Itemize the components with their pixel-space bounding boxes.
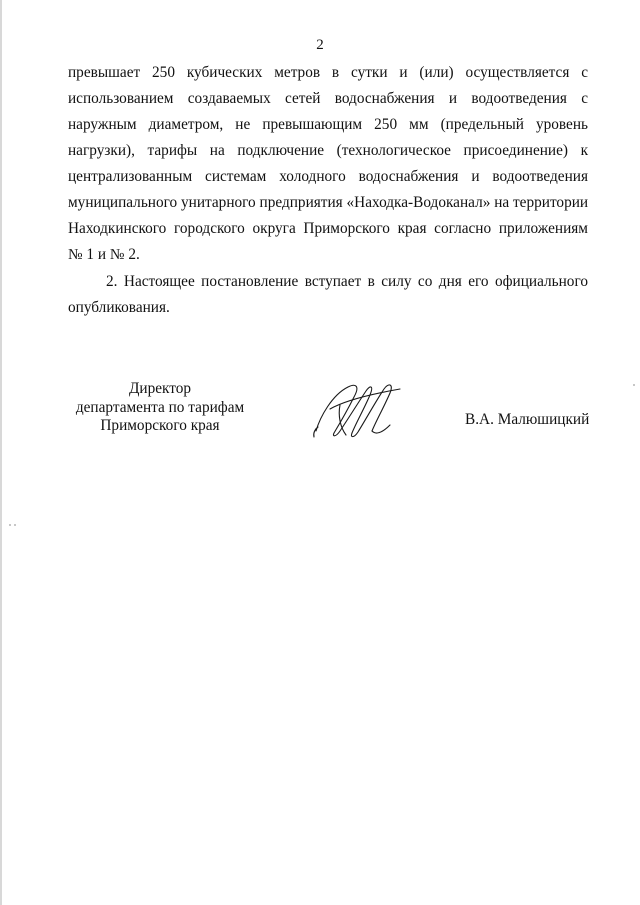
body-line: превышает 250 кубических метров в сутки и (или) осуществляется с <box>68 64 588 81</box>
body-line: муниципального унитарного предприятия «Находка-Водоканал» на территории <box>68 194 589 211</box>
page-left-edge <box>0 0 2 905</box>
scan-speck <box>14 524 16 526</box>
body-line: централизованным системам холодного водоснабжения и водоотведения <box>68 168 588 185</box>
page-number: 2 <box>316 37 324 53</box>
body-line: наружным диаметром, не превышающим 250 мм (предельный уровень <box>68 116 588 133</box>
handwritten-signature <box>310 377 410 443</box>
signatory-title-line: Директор <box>128 380 192 397</box>
signatory-title <box>60 380 260 436</box>
signatory-title-line: Приморского края <box>100 417 220 434</box>
body-line: Находкинского городского округа Приморского края согласно приложениям <box>68 220 588 237</box>
paragraph-2-line: 2. Настоящее постановление вступает в силу со дня его официального <box>106 273 588 290</box>
body-line: использованием создаваемых сетей водоснабжения и водоотведения с <box>68 90 588 107</box>
body-line: № 1 и № 2. <box>68 246 140 263</box>
scan-speck <box>633 384 635 386</box>
paragraph-2-line: опубликования. <box>68 299 170 316</box>
signatory-name: В.А. Малюшицкий <box>465 411 590 428</box>
signatory-title-line: департамента по тарифам <box>75 398 245 416</box>
scan-speck <box>9 524 11 526</box>
body-line: нагрузки), тарифы на подключение (технологическое присоединение) к <box>68 142 588 159</box>
